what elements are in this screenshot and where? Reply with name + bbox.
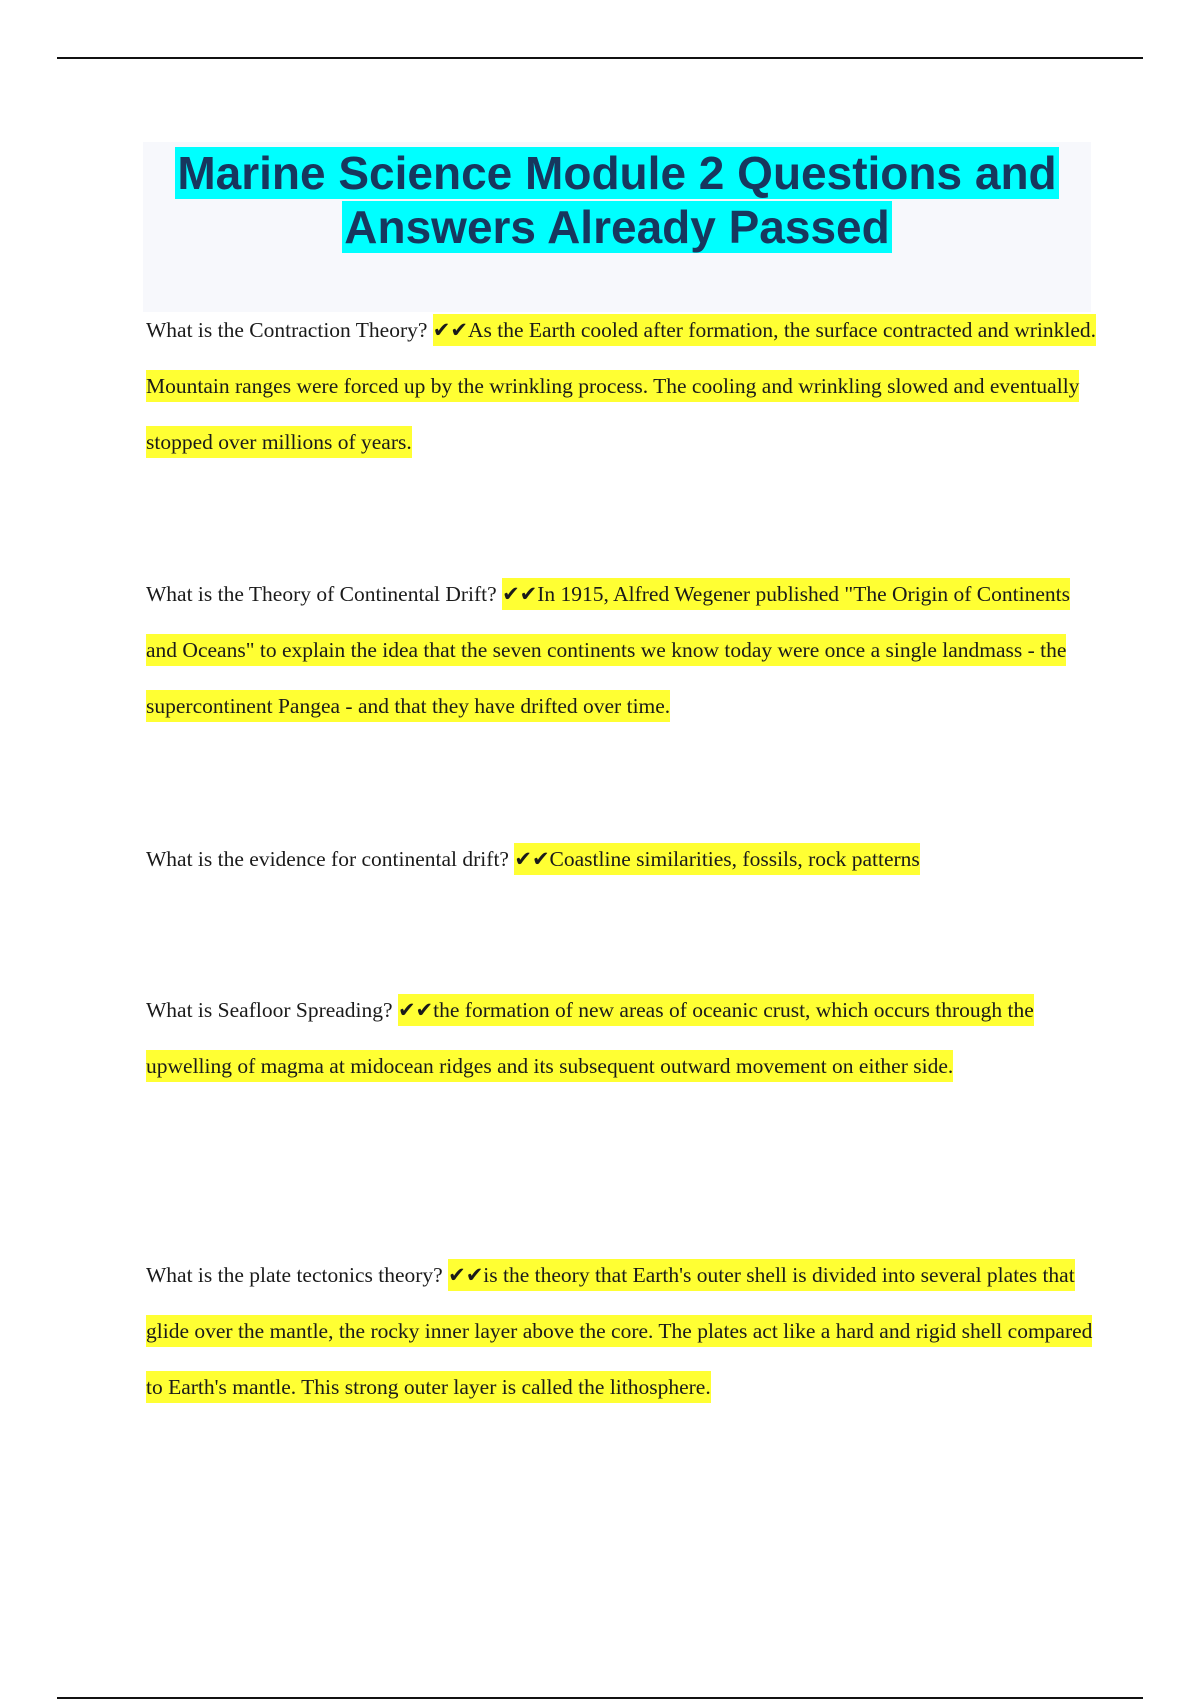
qa-item [146,566,1096,734]
question-text: What is the Theory of Continental Drift? [146,582,503,606]
double-check-icon: ✔✔ [397,998,434,1022]
question-text: What is Seafloor Spreading? [146,998,398,1022]
double-check-icon: ✔✔ [514,847,550,871]
answer-highlight [514,843,919,875]
double-check-icon: ✔✔ [502,582,538,606]
question-text: What is the Contraction Theory? [146,318,433,342]
question-text: What is the evidence for continental drift? [146,847,515,871]
page-title [143,142,1091,254]
qa-item [146,1247,1096,1415]
top-rule [57,57,1143,59]
answer-text: As the Earth cooled after formation, the surface contracted and wrinkled. Mountain ranges were forced up by the wrinkling process. The cooling and wrinkling slowed and eventually stopped over millions of years. [146,318,1097,454]
qa-item [146,982,1096,1094]
answer-text: In 1915, Alfred Wegener published "The Origin of Continents and Oceans" to explain the idea that the seven continents we know today were once a single landmass - the supercontinent Pangea - and that they have drifted over time. [146,582,1070,718]
double-check-icon: ✔✔ [448,1263,484,1287]
title-line-1: Marine Science Module 2 Questions and [177,147,1057,199]
bottom-rule [57,1697,1143,1699]
question-text: What is the plate tectonics theory? [146,1263,449,1287]
title-box [143,142,1091,312]
qa-item [146,831,1096,887]
answer-text: is the theory that Earth's outer shell is divided into several plates that glide over the mantle, the rocky inner layer above the core. The plates act like a hard and rigid shell compared to Earth's mantle. This strong outer layer is called the lithosphere. [146,1263,1093,1399]
qa-item [146,302,1096,470]
title-line-2: Answers Already Passed [344,201,890,253]
answer-text: the formation of new areas of oceanic crust, which occurs through the upwelling of magma at midocean ridges and its subsequent outward movement on either side. [146,998,1034,1078]
double-check-icon: ✔✔ [432,318,468,342]
answer-text: Coastline similarities, fossils, rock patterns [549,847,920,871]
